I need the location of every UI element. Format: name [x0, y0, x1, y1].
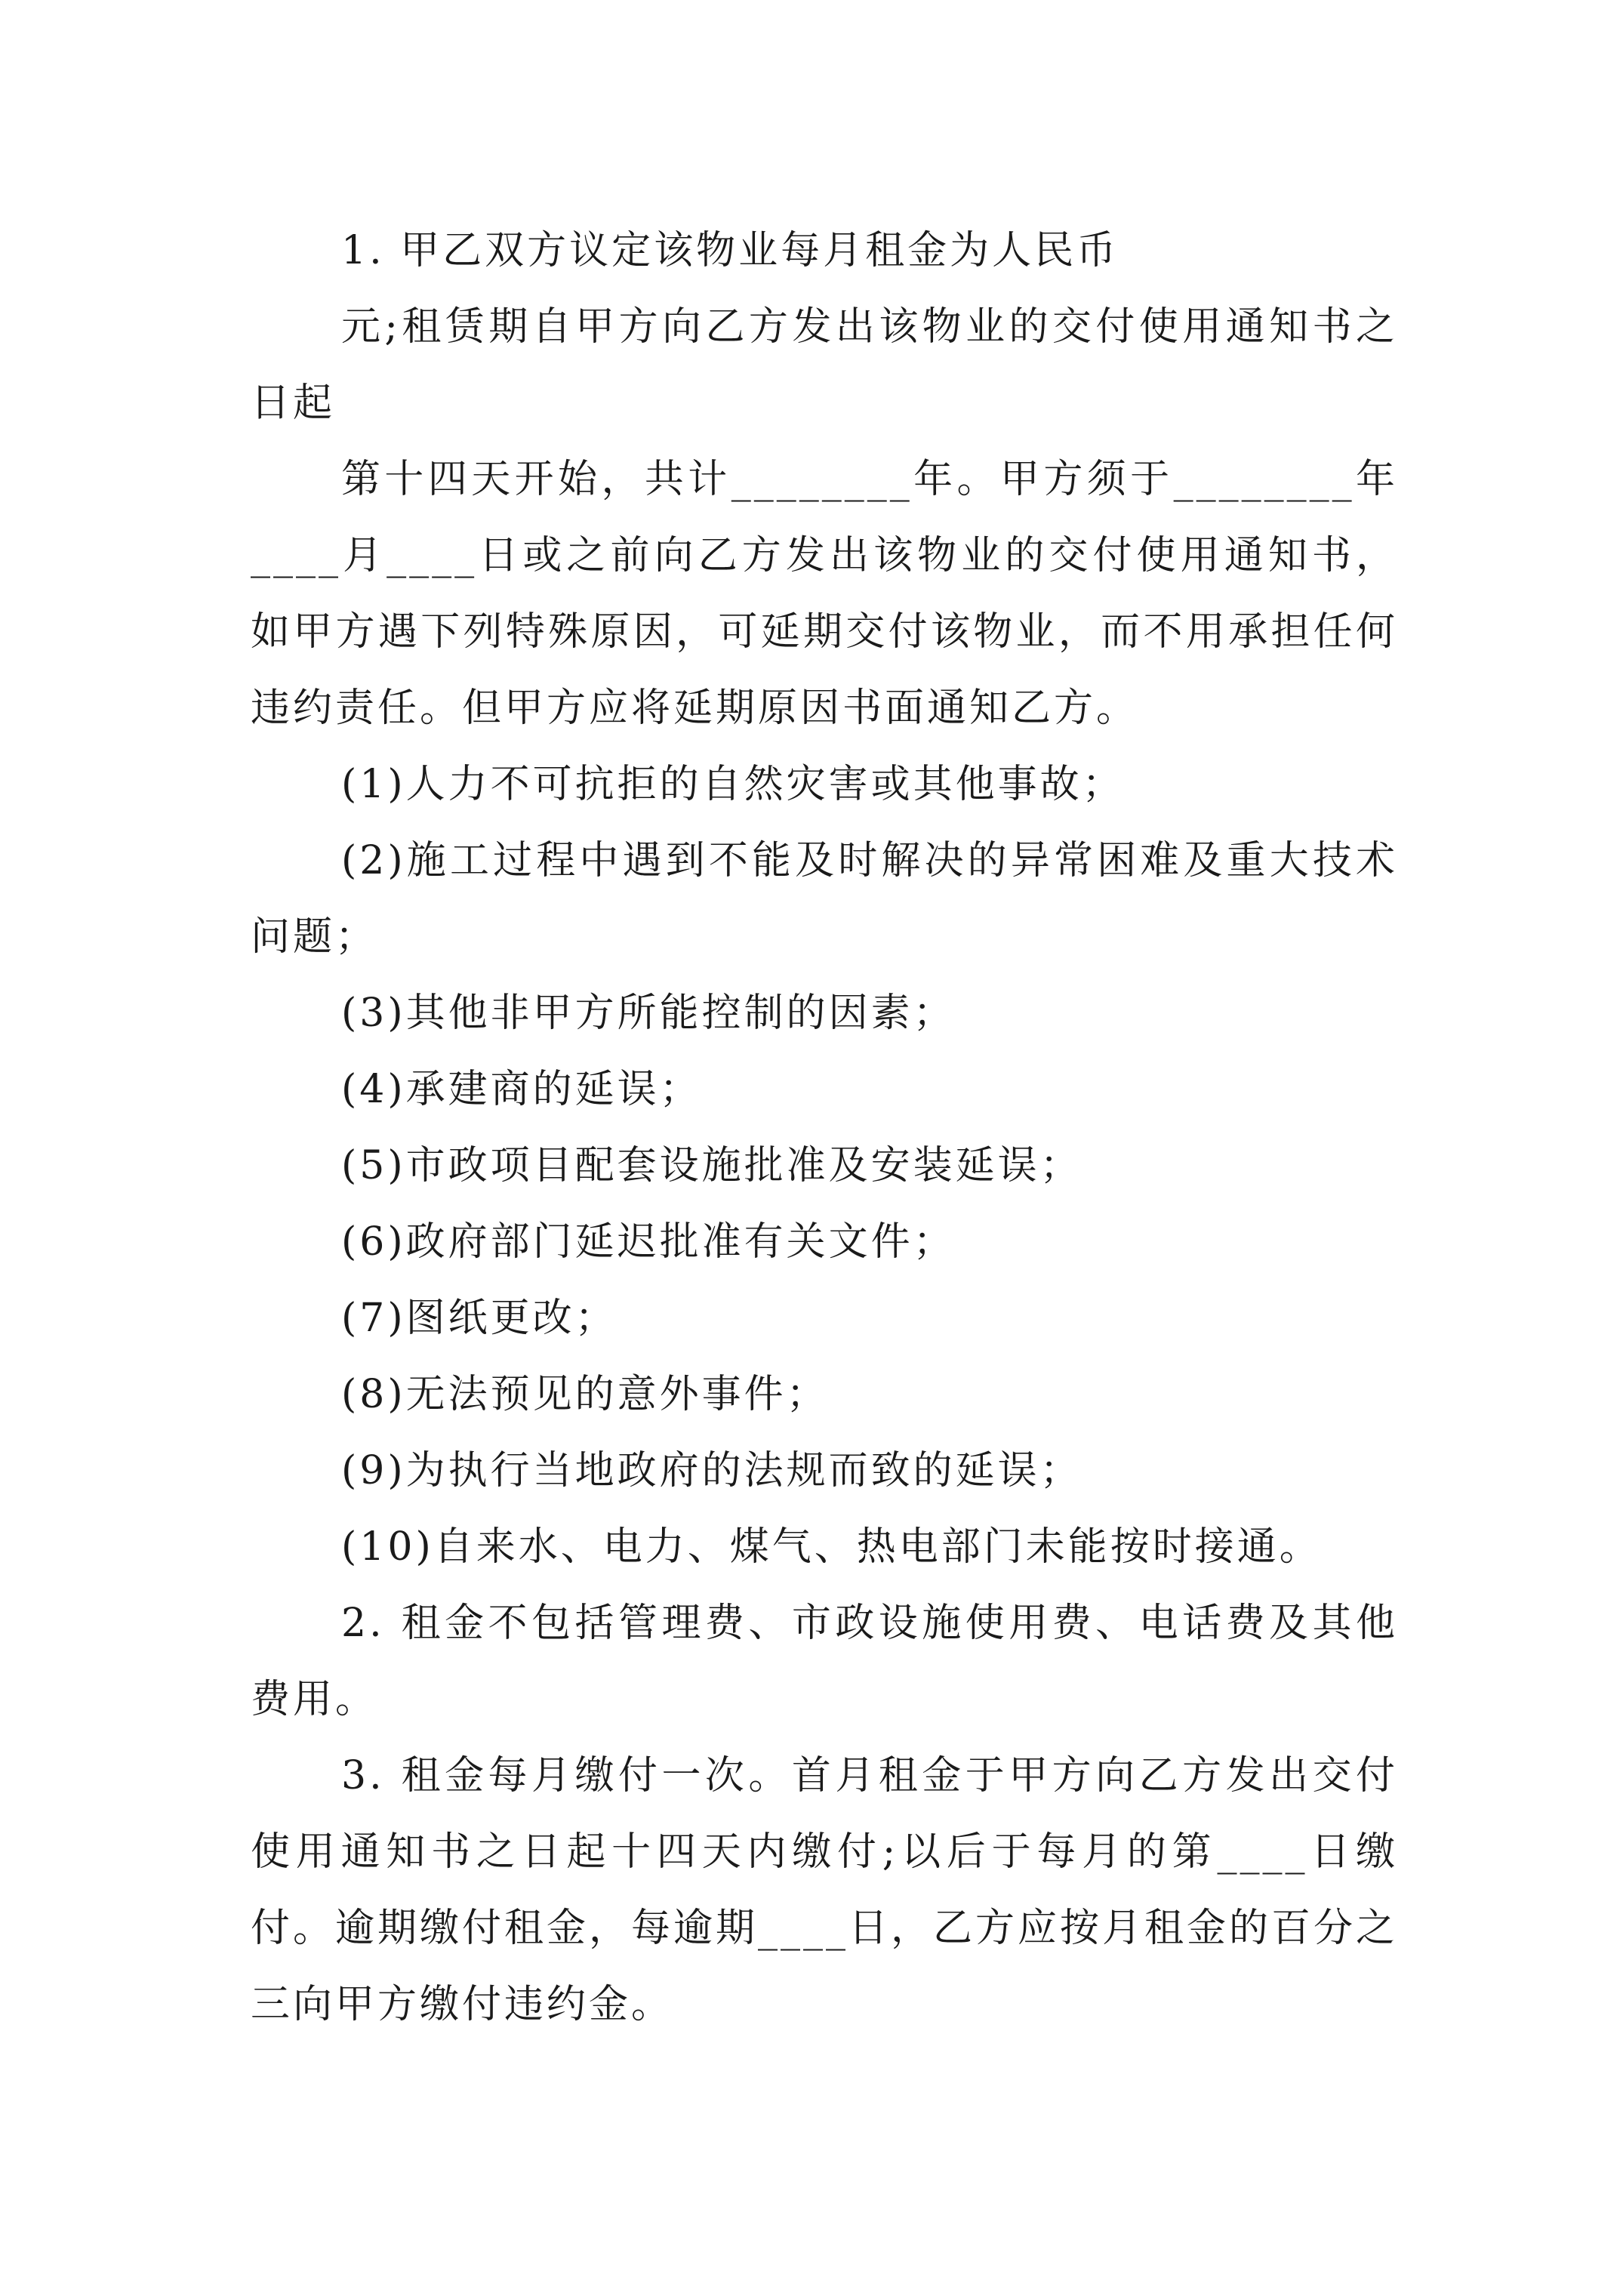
- list-item-contractor-delay: (4)承建商的延误；: [341, 1067, 702, 1112]
- list-item-municipal-facilities: (5)市政项目配套设施批准及安装延误；: [341, 1143, 1083, 1188]
- list-item-construction-difficulties: (2)施工过程中遇到不能及时解决的异常困难及重大技术问题；: [251, 838, 1398, 960]
- list-item-government-approval: (6)政府部门延迟批准有关文件；: [341, 1219, 956, 1265]
- paragraph-delivery-terms: 第十四天开始，共计________年。甲方须于________年____月____日或之前向乙方发出该物业的交付使用通知书，如甲方遇下列特殊原因，可延期交付该物业，而不用承担任何违约责任。但甲方应将延期原因书面通知乙方。: [251, 457, 1398, 731]
- list-item-unforeseen-events: (8)无法预见的意外事件；: [341, 1372, 829, 1417]
- list-item-regulation-delay: (9)为执行当地政府的法规而致的延误；: [341, 1448, 1083, 1493]
- list-item-drawing-changes: (7)图纸更改；: [341, 1296, 617, 1341]
- document-body: [251, 213, 1398, 2043]
- paragraph-lease-period: 元;租赁期自甲方向乙方发出该物业的交付使用通知书之日起: [251, 304, 1398, 426]
- paragraph-rent-exclusions: 2. 租金不包括管理费、市政设施使用费、电话费及其他费用。: [251, 1601, 1398, 1722]
- list-item-force-majeure: (1)人力不可抗拒的自然灾害或其他事故；: [341, 762, 1125, 807]
- list-item-utilities-connection: (10)自来水、电力、煤气、热电部门未能按时接通。: [341, 1524, 1322, 1570]
- paragraph-rent-amount: 1. 甲乙双方议定该物业每月租金为人民币: [341, 228, 1119, 273]
- list-item-uncontrollable-factors: (3)其他非甲方所能控制的因素；: [341, 991, 956, 1036]
- paragraph-payment-schedule: 3. 租金每月缴付一次。首月租金于甲方向乙方发出交付使用通知书之日起十四天内缴付;以后于每月的第____日缴付。逾期缴付租金，每逾期____日，乙方应按月租金的百分之三向甲方缴付违约金。: [251, 1753, 1399, 2027]
